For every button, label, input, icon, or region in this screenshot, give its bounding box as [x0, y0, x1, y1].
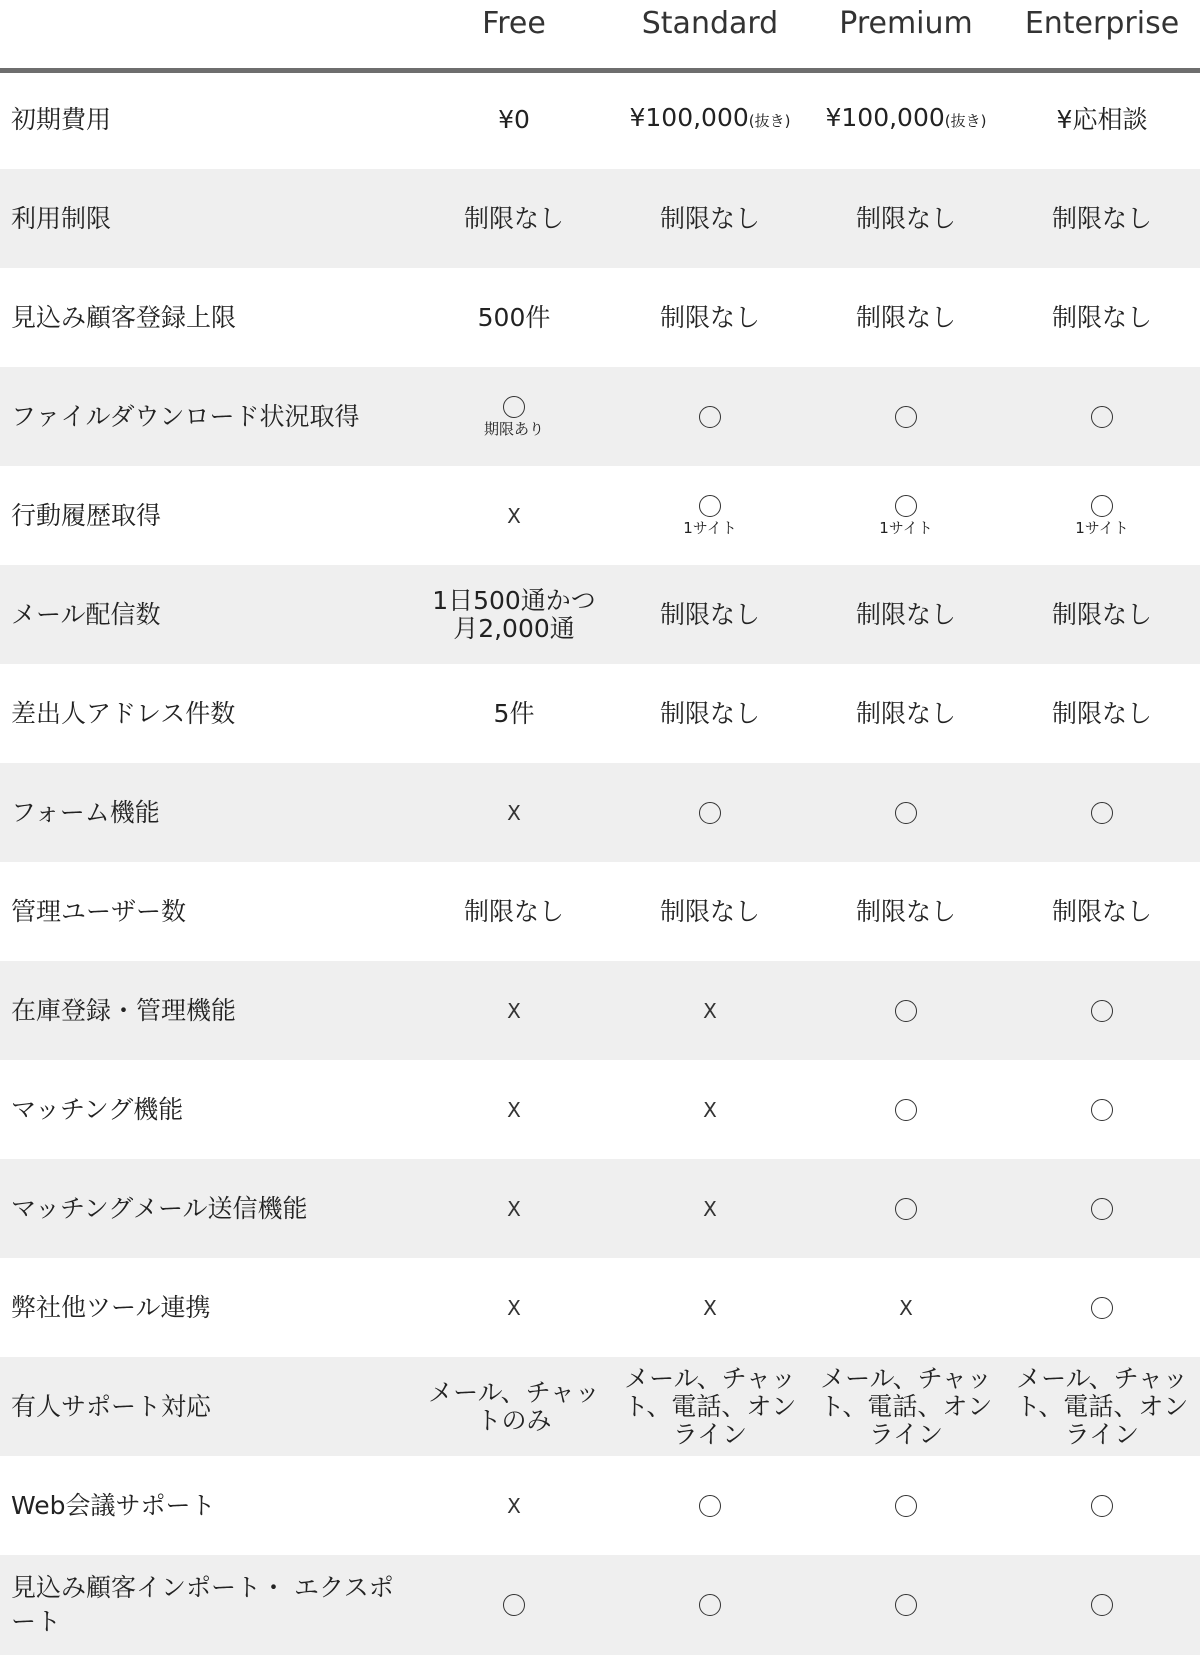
- cell-enterprise: [1004, 169, 1200, 268]
- unavailable-cross-icon: X: [703, 1295, 717, 1320]
- table-row: [0, 565, 1200, 664]
- cell-free: [416, 565, 612, 664]
- feature-label: Web会議サポート: [11, 1490, 216, 1520]
- cell-standard: [612, 1555, 808, 1655]
- table-row: [0, 1456, 1200, 1555]
- cell-premium: [808, 367, 1004, 466]
- cell-free: [416, 1357, 612, 1456]
- table-row: [0, 1159, 1200, 1258]
- available-circle-icon: [699, 495, 721, 517]
- available-circle-icon: [895, 406, 917, 428]
- cell-enterprise: [1004, 565, 1200, 664]
- cell-standard: [612, 862, 808, 961]
- available-circle-icon: [1091, 802, 1113, 824]
- cell-premium: [808, 664, 1004, 763]
- cell-premium: [808, 862, 1004, 961]
- cell-value: 制限なし: [463, 203, 564, 233]
- cell-value: 制限なし: [1051, 203, 1152, 233]
- feature-label: フォーム機能: [11, 797, 160, 827]
- available-circle-icon: [895, 495, 917, 517]
- unavailable-cross-icon: X: [703, 1097, 717, 1122]
- available-circle-icon: [699, 1495, 721, 1517]
- available-circle-icon: [1091, 1099, 1113, 1121]
- cell-premium: [808, 466, 1004, 565]
- price-amount: ¥100,000: [629, 103, 749, 132]
- cell-value: 制限なし: [659, 599, 760, 629]
- cell-value: 制限なし: [1051, 698, 1152, 728]
- cell-free: [416, 1159, 612, 1258]
- cell-standard: [612, 1357, 808, 1456]
- available-circle-icon: [503, 396, 525, 418]
- available-circle-icon: [895, 802, 917, 824]
- cell-standard: [612, 961, 808, 1060]
- price-value: [629, 104, 790, 135]
- cell-standard: [612, 1159, 808, 1258]
- cell-value: 制限なし: [1051, 896, 1152, 926]
- table-row: [0, 1357, 1200, 1456]
- table-row: [0, 1060, 1200, 1159]
- cell-value: 制限なし: [855, 599, 956, 629]
- cell-enterprise: [1004, 268, 1200, 367]
- available-circle-icon: [503, 1594, 525, 1616]
- cell-value: 制限なし: [855, 302, 956, 332]
- cell-free: [416, 763, 612, 862]
- feature-label: 差出人アドレス件数: [11, 698, 236, 728]
- cell-value: 制限なし: [855, 203, 956, 233]
- cell-value: 制限なし: [659, 302, 760, 332]
- table-row: [0, 1258, 1200, 1357]
- cell-value: 制限なし: [855, 896, 956, 926]
- cell-premium: [808, 70, 1004, 169]
- cell-standard: [612, 1258, 808, 1357]
- cell-standard: [612, 70, 808, 169]
- cell-free: [416, 1456, 612, 1555]
- unavailable-cross-icon: X: [703, 998, 717, 1023]
- cell-value: メール、チャッ ト、電話、オン ライン: [819, 1363, 993, 1449]
- cell-standard: [612, 565, 808, 664]
- cell-free: [416, 169, 612, 268]
- cell-value: ¥応相談: [1056, 104, 1148, 134]
- price-suffix: (抜き): [748, 112, 791, 130]
- cell-value: 制限なし: [1051, 599, 1152, 629]
- available-circle-icon: [699, 406, 721, 428]
- unavailable-cross-icon: X: [507, 503, 521, 528]
- cell-enterprise: [1004, 862, 1200, 961]
- cell-value: 制限なし: [659, 203, 760, 233]
- table-row: [0, 664, 1200, 763]
- feature-label: マッチング機能: [11, 1094, 184, 1124]
- available-circle-icon: [1091, 1594, 1113, 1616]
- table-row: [0, 466, 1200, 565]
- cell-standard: [612, 664, 808, 763]
- cell-free: [416, 1555, 612, 1655]
- cell-enterprise: [1004, 1357, 1200, 1456]
- cell-free: [416, 466, 612, 565]
- cell-premium: [808, 1456, 1004, 1555]
- available-circle-icon: [699, 802, 721, 824]
- feature-label: 初期費用: [11, 104, 112, 134]
- cell-value: 制限なし: [463, 896, 564, 926]
- feature-label: 行動履歴取得: [11, 500, 162, 530]
- available-circle-icon: [895, 1594, 917, 1616]
- cell-value: 制限なし: [855, 698, 956, 728]
- available-circle-icon: [699, 1594, 721, 1616]
- unavailable-cross-icon: X: [507, 1097, 521, 1122]
- available-circle-icon: [1091, 1495, 1113, 1517]
- cell-note: 1サイト: [879, 518, 933, 537]
- unavailable-cross-icon: X: [507, 998, 521, 1023]
- cell-enterprise: [1004, 664, 1200, 763]
- feature-label: ファイルダウンロード状況取得: [11, 401, 360, 431]
- cell-standard: [612, 1456, 808, 1555]
- unavailable-cross-icon: X: [703, 1196, 717, 1221]
- cell-enterprise: [1004, 367, 1200, 466]
- cell-free: [416, 268, 612, 367]
- cell-value: メール、チャッ ト、電話、オン ライン: [1015, 1363, 1189, 1449]
- plan-header-standard: Standard: [641, 6, 779, 41]
- cell-value: 5件: [493, 698, 535, 728]
- cell-enterprise: [1004, 1060, 1200, 1159]
- table-row: [0, 169, 1200, 268]
- feature-label: マッチングメール送信機能: [11, 1193, 308, 1223]
- table-header: [0, 0, 1200, 70]
- cell-premium: [808, 1555, 1004, 1655]
- table-row: [0, 70, 1200, 169]
- cell-value: 500件: [477, 302, 551, 332]
- cell-standard: [612, 763, 808, 862]
- table-row: [0, 961, 1200, 1060]
- cell-standard: [612, 1060, 808, 1159]
- cell-premium: [808, 1357, 1004, 1456]
- unavailable-cross-icon: X: [507, 1295, 521, 1320]
- cell-note: 1サイト: [1075, 518, 1129, 537]
- plan-header-enterprise: Enterprise: [1024, 6, 1180, 41]
- plan-header-free: Free: [482, 6, 546, 41]
- unavailable-cross-icon: X: [507, 1196, 521, 1221]
- table-row: [0, 367, 1200, 466]
- available-circle-icon: [895, 1495, 917, 1517]
- cell-standard: [612, 268, 808, 367]
- available-circle-icon: [895, 1099, 917, 1121]
- cell-enterprise: [1004, 1456, 1200, 1555]
- cell-enterprise: [1004, 70, 1200, 169]
- cell-enterprise: [1004, 466, 1200, 565]
- cell-free: [416, 862, 612, 961]
- cell-note: 1サイト: [683, 518, 737, 537]
- cell-free: [416, 1258, 612, 1357]
- cell-premium: [808, 763, 1004, 862]
- feature-label: 見込み顧客登録上限: [11, 302, 237, 332]
- price-suffix: (抜き): [944, 112, 987, 130]
- table-row: [0, 862, 1200, 961]
- table-row: [0, 1555, 1200, 1655]
- table-row: [0, 763, 1200, 862]
- available-circle-icon: [1091, 495, 1113, 517]
- price-value: [825, 104, 986, 135]
- cell-premium: [808, 1159, 1004, 1258]
- cell-value: メール、チャッ ト、電話、オン ライン: [623, 1363, 797, 1449]
- feature-label: 見込み顧客インポート・ エクスポート: [11, 1573, 394, 1636]
- cell-free: [416, 961, 612, 1060]
- unavailable-cross-icon: X: [507, 800, 521, 825]
- price-amount: ¥100,000: [825, 103, 945, 132]
- available-circle-icon: [1091, 1000, 1113, 1022]
- cell-value: メール、チャッ トのみ: [428, 1377, 600, 1435]
- cell-value: 1日500通かつ 月2,000通: [432, 585, 596, 643]
- cell-free: [416, 367, 612, 466]
- feature-label: 在庫登録・管理機能: [11, 995, 237, 1025]
- available-circle-icon: [895, 1000, 917, 1022]
- cell-note: 期限あり: [483, 419, 544, 438]
- cell-enterprise: [1004, 1159, 1200, 1258]
- cell-value: ¥0: [498, 104, 530, 134]
- cell-premium: [808, 1060, 1004, 1159]
- cell-value: 制限なし: [659, 896, 760, 926]
- available-circle-icon: [1091, 1198, 1113, 1220]
- cell-enterprise: [1004, 961, 1200, 1060]
- table-row: [0, 268, 1200, 367]
- cell-free: [416, 1060, 612, 1159]
- cell-enterprise: [1004, 1258, 1200, 1357]
- cell-value: 制限なし: [1051, 302, 1152, 332]
- cell-standard: [612, 169, 808, 268]
- available-circle-icon: [1091, 1297, 1113, 1319]
- cell-free: [416, 664, 612, 763]
- cell-standard: [612, 367, 808, 466]
- cell-premium: [808, 169, 1004, 268]
- cell-enterprise: [1004, 763, 1200, 862]
- feature-label: 管理ユーザー数: [11, 896, 187, 926]
- feature-label: 弊社他ツール連携: [11, 1292, 211, 1322]
- cell-value: 制限なし: [659, 698, 760, 728]
- unavailable-cross-icon: X: [507, 1493, 521, 1518]
- cell-premium: [808, 565, 1004, 664]
- feature-label: メール配信数: [11, 599, 161, 629]
- available-circle-icon: [895, 1198, 917, 1220]
- cell-free: [416, 70, 612, 169]
- table-body: [0, 70, 1200, 1655]
- plan-header-premium: Premium: [839, 6, 973, 41]
- cell-premium: [808, 268, 1004, 367]
- cell-premium: [808, 961, 1004, 1060]
- feature-label: 利用制限: [11, 203, 112, 233]
- cell-standard: [612, 466, 808, 565]
- unavailable-cross-icon: X: [899, 1295, 913, 1320]
- available-circle-icon: [1091, 406, 1113, 428]
- feature-label: 有人サポート対応: [11, 1391, 212, 1421]
- cell-premium: [808, 1258, 1004, 1357]
- cell-enterprise: [1004, 1555, 1200, 1655]
